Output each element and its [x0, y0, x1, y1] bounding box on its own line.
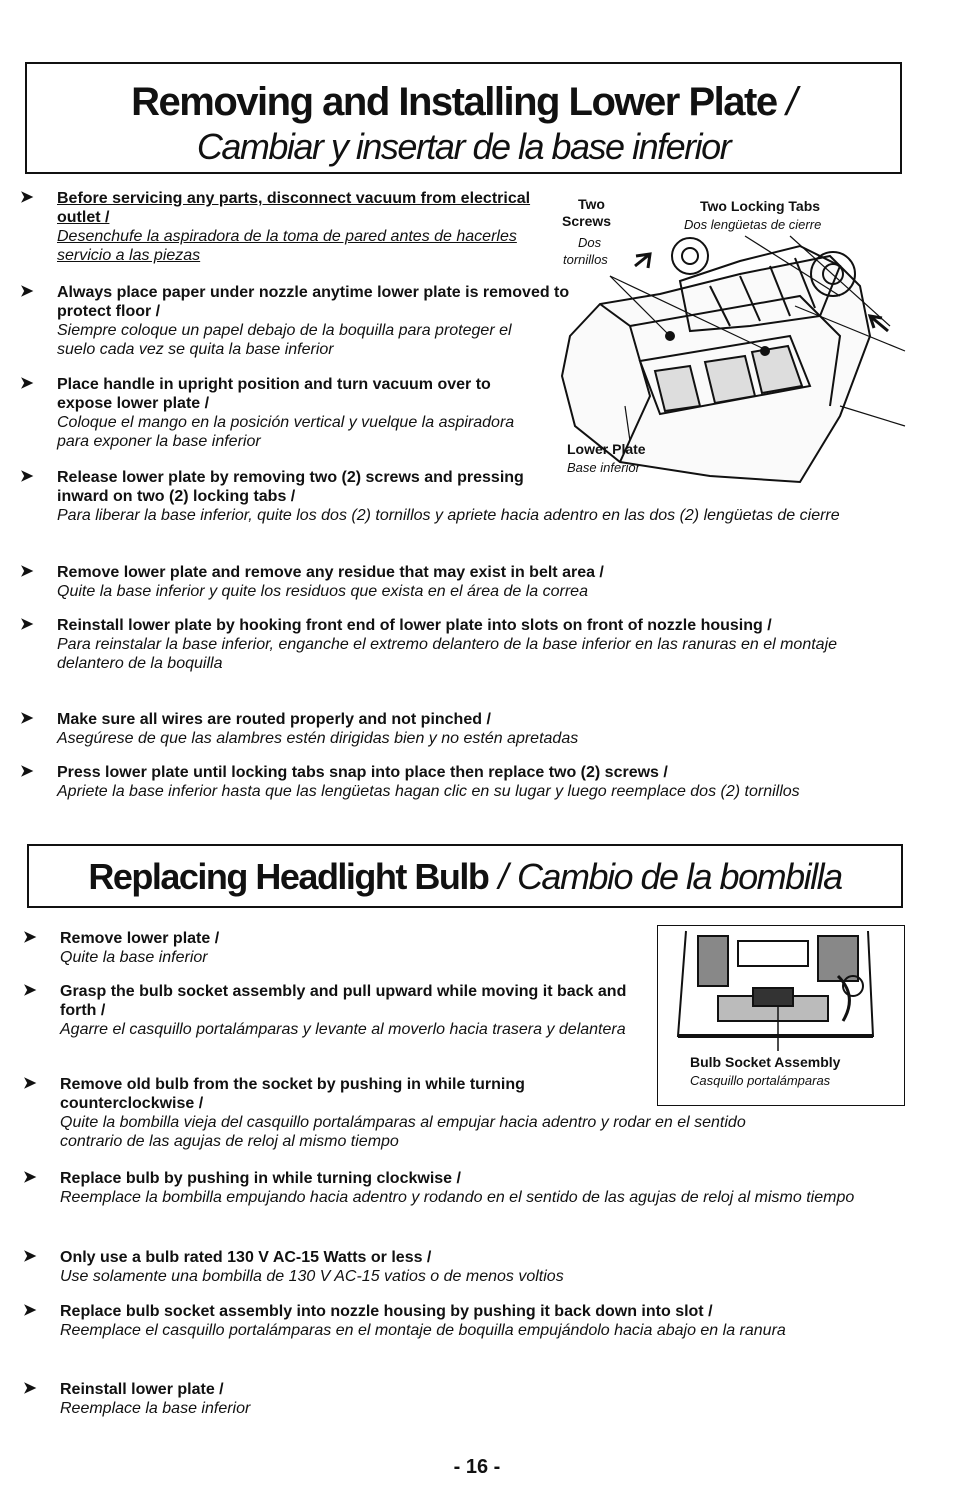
section1-title-en: Removing and Installing Lower Plate /: [131, 80, 796, 124]
label-two-screws: Two Screws: [562, 196, 612, 229]
s1-step-1: ➤ Before servicing any parts, disconnect vacuum from electrical outlet / Desenchufe la aspiradora de la toma de pared antes de hacerles servicio a las piezas: [20, 189, 531, 264]
s2-step-4: ➤ Replace bulb by pushing in while turning clockwise / Reemplace la bombilla empujando hacia adentro y rodando en el sentido de las agujas de reloj al mismo tiempo: [23, 1169, 855, 1206]
section2-title-box: [27, 844, 903, 908]
label-locking-tabs-es: Dos lengüetas de cierre: [684, 217, 822, 232]
s1-step-2: ➤ Always place paper under nozzle anytime lower plate is removed to protect floor / Siempre coloque un papel debajo de la boquilla para proteger el suelo cada vez se quita la base inferior: [20, 283, 570, 358]
bullet-arrow-icon: ➤: [23, 1075, 37, 1092]
bullet-arrow-icon: ➤: [20, 616, 34, 633]
bullet-arrow-icon: ➤: [20, 468, 34, 485]
bullet-arrow-icon: ➤: [20, 375, 34, 392]
label-two-locking-tabs: Two Locking Tabs: [700, 198, 821, 214]
section1-title-es: Cambiar y insertar de la base inferior: [196, 126, 731, 167]
s2-step-5: ➤ Only use a bulb rated 130 V AC-15 Watts or less / Use solamente una bombilla de 130 V AC-15 vatios o de menos voltios: [23, 1248, 564, 1285]
s2-step-2: ➤ Grasp the bulb socket assembly and pull upward while moving it back and forth / Agarre el casquillo portalámparas y levante al moverlo hacia trasera y delantera: [23, 982, 627, 1038]
s1-step-4: ➤ Release lower plate by removing two (2) screws and pressing inward on two (2) locking tabs / Para liberar la base inferior, quite los dos (2) tornillos y apriete hacia adentro en las dos (2) lengüetas de cierre: [20, 468, 840, 524]
s1-step-8: ➤ Press lower plate until locking tabs snap into place then replace two (2) screws / Apriete la base inferior hasta que las lengüetas hagan clic en su lugar y luego reemplace dos (2) tornillos: [20, 763, 800, 800]
bullet-arrow-icon: ➤: [23, 929, 37, 946]
bullet-arrow-icon: ➤: [20, 763, 34, 780]
label-bulb-socket-assembly: Bulb Socket Assembly: [690, 1054, 841, 1070]
label-base-inferior: Base inferior: [567, 460, 640, 475]
bullet-arrow-icon: ➤: [20, 710, 34, 727]
bullet-arrow-icon: ➤: [23, 982, 37, 999]
s2-step-3: ➤ Remove old bulb from the socket by pushing in while turning counterclockwise / Quite la bombilla vieja del casquillo portalámparas al empujar hacia adentro y rodar en el sentido contrario de las agujas de reloj al mismo tiempo: [23, 1075, 746, 1150]
page-number: - 16 -: [453, 1456, 501, 1478]
bulb-socket-illustration: [658, 926, 903, 1054]
s2-step-1: ➤ Remove lower plate / Quite la base inferior: [23, 929, 220, 966]
bullet-arrow-icon: ➤: [23, 1380, 37, 1397]
s1-step-5: ➤ Remove lower plate and remove any residue that may exist in belt area / Quite la base inferior y quite los residuos que exista en el área de la correa: [20, 563, 604, 600]
s1-step-7: ➤ Make sure all wires are routed properly and not pinched / Asegúrese de que las alambres estén dirigidas bien y no estén apretadas: [20, 710, 579, 747]
bullet-arrow-icon: ➤: [23, 1248, 37, 1265]
label-casquillo: Casquillo portalámparas: [690, 1073, 831, 1088]
label-lower-plate: Lower Plate: [567, 441, 646, 457]
bullet-arrow-icon: ➤: [20, 189, 34, 206]
s2-step-7: ➤ Reinstall lower plate / Reemplace la base inferior: [23, 1380, 251, 1417]
bullet-arrow-icon: ➤: [20, 283, 34, 300]
bullet-arrow-icon: ➤: [23, 1302, 37, 1319]
section1-title-box: [25, 62, 902, 174]
s1-step-3: ➤ Place handle in upright position and turn vacuum over to expose lower plate / Coloque el mango en la posición vertical y vuelque la aspiradora para exponer la base inferior: [20, 375, 515, 450]
bullet-arrow-icon: ➤: [23, 1169, 37, 1186]
s2-step-6: ➤ Replace bulb socket assembly into nozzle housing by pushing it back down into slot / Reemplace el casquillo portalámparas en el montaje de boquilla empujándolo hacia abajo en la ranura: [23, 1302, 786, 1339]
bullet-arrow-icon: ➤: [20, 563, 34, 580]
s1-step-6: ➤ Reinstall lower plate by hooking front end of lower plate into slots on front of nozzle housing / Para reinstalar la base inferior, enganche el extremo delantero de la base inferior en las ranuras en el montaje delantero de la boquilla: [20, 616, 838, 672]
section2-title: Replacing Headlight Bulb / Cambio de la bombilla: [88, 856, 842, 897]
label-dos-tornillos: Dos tornillos: [563, 235, 608, 267]
